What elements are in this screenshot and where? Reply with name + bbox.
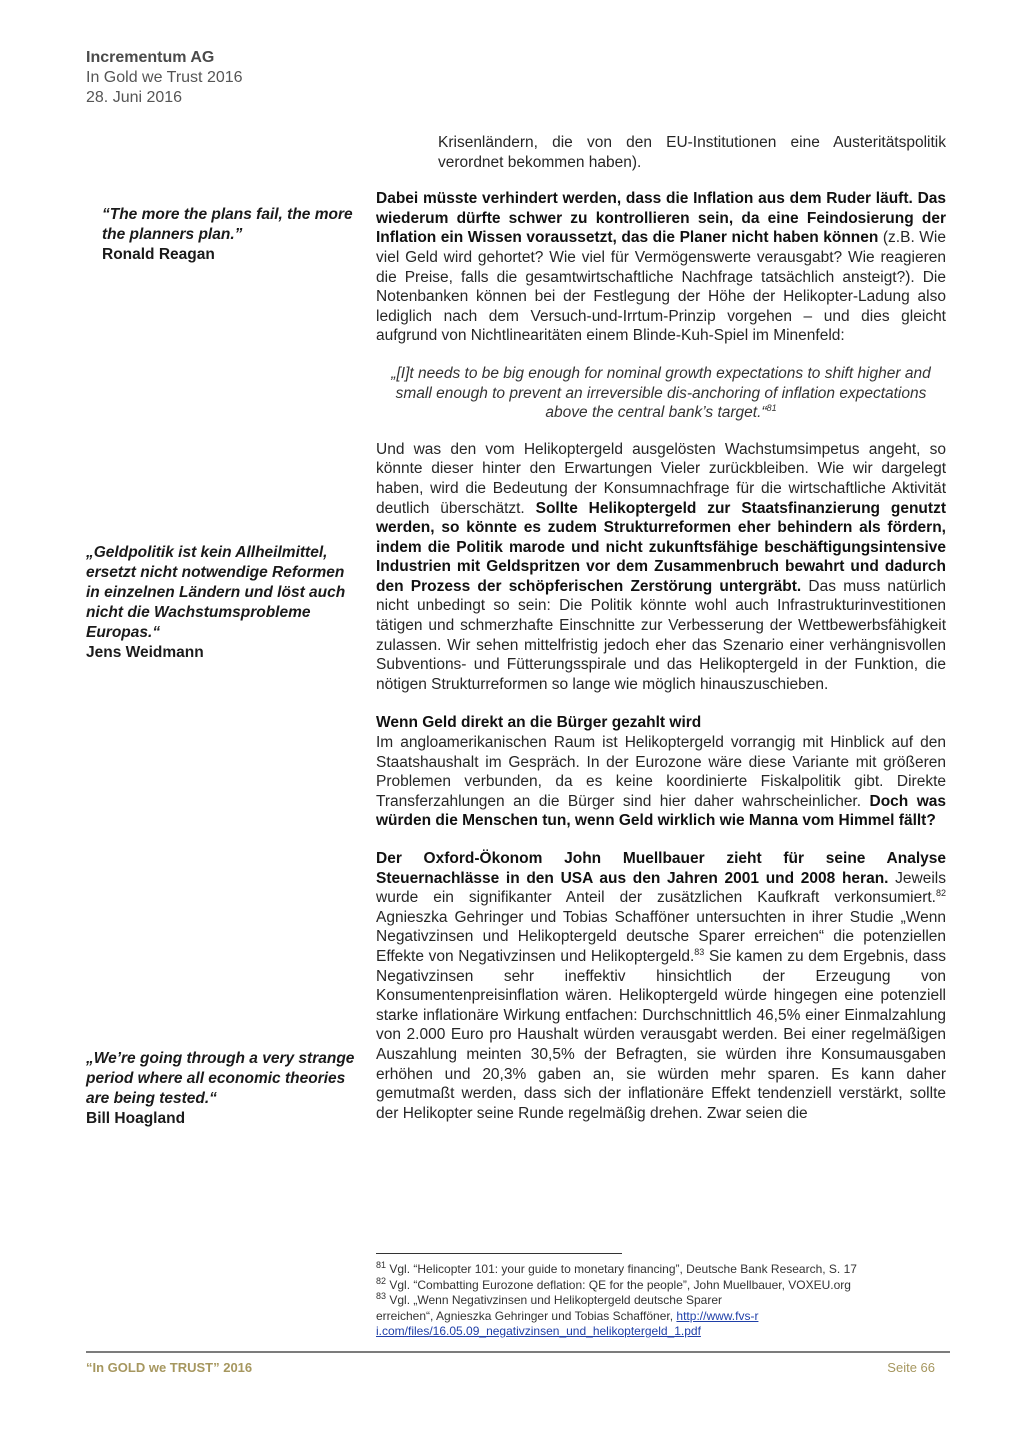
paragraph-continuation: Krisenländern, die von den EU-Institutionen eine Austeritätspolitik verordnet bekommen haben). <box>438 134 946 171</box>
footnote-number: 81 <box>376 1260 387 1270</box>
quote-text: „Geldpolitik ist kein Allheilmittel, ersetzt nicht notwendige Reformen in einzelnen Ländern und löst auch nicht die Wachstumsprobleme Europas.“ <box>86 544 346 641</box>
paragraph-inflation <box>376 189 946 346</box>
bold-statement: Der Oxford-Ökonom John Muellbauer zieht für seine Analyse Steuernachlässe in den USA aus den Jahren 2001 und 2008 heran. <box>376 850 946 887</box>
quote-author: Ronald Reagan <box>102 246 215 263</box>
bold-statement: Sollte Helikoptergeld zur Staatsfinanzierung genutzt werden, so könnte es zudem Strukturreformen eher behindern als fördern, indem die Politik marode und nicht zukunftsfähige beschäftigungsintensive Industrien mit Geldspritzen vor dem Zusammenbruch bewahrt und dadurch den Prozess der schöpferischen Zerstörung untergräbt. <box>376 499 946 595</box>
block-quote <box>376 364 946 423</box>
footnote-text: Vgl. “Combatting Eurozone deflation: QE for the people”, John Muellbauer, VOXEU.org <box>389 1277 851 1292</box>
page-number: Seite 66 <box>887 1360 935 1375</box>
paragraph-text: Das muss natürlich nicht unbedingt so sein: Die Politik könnte wohl auch Infrastrukturinvestitionen tätigen und schmerzhafte Einschnitte zur Verbesserung der Wettbewerbsfähigkeit zulassen. Wir sehen mittelfristig jedoch eher das Szenario einer verhängnisvollen Subventions- und Fütterungsspirale und das Helikoptergeld in der Funktion, die nötigen Strukturreformen so lange wie möglich hinauszuschieben. <box>376 577 946 693</box>
section-heading <box>376 713 946 733</box>
company-name: Incrementum AG <box>86 49 215 66</box>
paragraph-growth <box>376 440 946 695</box>
footnote-number: 83 <box>376 1291 387 1301</box>
footnote-ref[interactable]: 83 <box>694 946 705 957</box>
quote-text: „We’re going through a very strange period where all economic theories are being tested.“ <box>86 1050 355 1107</box>
footnote-link[interactable]: http://www.fvs-ri.com/files/16.05.09_negativzinsen_und_helikoptergeld_1.pdf <box>376 1308 759 1338</box>
sidebar-quote-hoagland <box>86 1049 361 1129</box>
quote-author: Bill Hoagland <box>86 1110 186 1127</box>
footnote-number: 82 <box>376 1275 387 1286</box>
footnote-ref[interactable]: 82 <box>935 888 946 899</box>
paragraph-text: Im angloamerikanischen Raum ist Helikoptergeld vorrangig mit Hinblick auf den Staatshaushalt im Gespräch. In der Eurozone wäre diese Variante mit größeren Problemen verbunden, da es keine koordinierte Fiskalpolitik gibt. Direkte Transferzahlungen an die Bürger sind hier daher wahrscheinlicher. <box>376 734 946 810</box>
quote-author: Jens Weidmann <box>86 644 204 661</box>
footnotes <box>376 1262 956 1340</box>
paragraph-text: Sie kamen zu dem Ergebnis, dass Negativzinsen sehr ineffektiv hinsichtlich der Erzeugung von Konsumentenpreisinflation wären. Helikoptergeld würde hingegen eine potenziell starke inflationäre Wirkung entfachen: Durchschnittlich 46,5% einer Einmalzahlung von 2.000 Euro pro Haushalt würden verausgabt werden. Bei einer regelmäßigen Auszahlung meinten 30,5% der Befragten, sie würden ihre Konsumausgaben erhöhen und 20,3% gaben an, sie würden mehr sparen. Es kann daher gemutmaßt werden, dass sich der inflationäre Effekt tendenziell verstärkt, sollte der Helikopter seine Runde regelmäßig drehen. Zwar seien die <box>376 947 946 1122</box>
footnote-text: Vgl. „Wenn Negativzinsen und Helikoptergeld deutsche Sparer erreichen“, Agnieszka Gehringer und Tobias Schafföner, <box>376 1293 722 1323</box>
publication-title: In Gold we Trust 2016 <box>86 69 243 86</box>
paragraph-text: Und was den vom Helikoptergeld ausgelösten Wachstumsimpetus angeht, so könnte dieser hinter den Erwartungen Vieler zurückbleiben. Wie wir dargelegt haben, wird die Bedeutung der Konsumnachfrage für die wirtschaftliche Aktivität deutlich überschätzt. <box>376 440 946 517</box>
block-quote-text: „[I]t needs to be big enough for nominal growth expectations to shift higher and small enough to prevent an irreversible dis-anchoring of inflation expectations above the central bank’s target.“ <box>391 364 931 422</box>
footnote-divider <box>376 1253 622 1254</box>
section-heading-text: Wenn Geld direkt an die Bürger gezahlt wird <box>376 714 702 732</box>
footnote-ref[interactable]: 81 <box>766 402 777 413</box>
bold-statement: Doch was würden die Menschen tun, wenn Geld wirklich wie Manna vom Himmel fällt? <box>376 792 946 830</box>
footnote-text: Vgl. “Helicopter 101: your guide to monetary financing”, Deutsche Bank Research, S. 17 <box>389 1262 857 1276</box>
footnote-83 <box>376 1293 761 1340</box>
sidebar-quote-weidmann <box>86 543 361 663</box>
body-text <box>376 133 946 1123</box>
quote-text: “The more the plans fail, the more the planners plan.” <box>102 206 353 243</box>
paragraph-muellbauer <box>376 849 946 1123</box>
footer-divider <box>86 1351 950 1353</box>
footnote-82 <box>376 1275 956 1294</box>
bold-statement: Dabei müsste verhindert werden, dass die Inflation aus dem Ruder läuft. Das wiederum dürfte schwer zu kontrollieren sein, da eine Feindosierung der Inflation ein Wissen voraussetzt, das die Planer nicht haben können <box>376 190 946 247</box>
page-header <box>86 48 243 108</box>
paragraph-text: Jeweils wurde ein signifikanter Anteil der zusätzlichen Kaufkraft verkonsumiert. <box>376 869 946 907</box>
paragraph-text: (z.B. Wie viel Geld wird gehortet? Wie viel für Vermögenswerte verausgabt? Wie reagieren die Preise, falls die gesamtwirtschaftliche Nachfrage tatsächlich ansteigt?). Die Notenbanken können bei der Festlegung der Höhe der Helikopter-Ladung also lediglich nach dem Versuch-und-Irrtum-Prinzip vorgehen – und dies gleicht aufgrund von Nichtlinearitäten einem Blinde-Kuh-Spiel im Minenfeld: <box>376 229 946 345</box>
footnote-81 <box>376 1262 956 1278</box>
sidebar-quote-reagan <box>86 205 361 265</box>
paragraph-transfers <box>376 733 946 831</box>
publication-date: 28. Juni 2016 <box>86 89 183 106</box>
footer-title: “In GOLD we TRUST” 2016 <box>86 1360 253 1375</box>
paragraph-text: Agnieszka Gehringer und Tobias Schafföner untersuchten in ihrer Studie „Wenn Negativzinsen und Helikoptergeld deutsche Sparer erreichen“ die potenziellen Effekte von Negativzinsen und Helikoptergeld. <box>376 908 946 965</box>
